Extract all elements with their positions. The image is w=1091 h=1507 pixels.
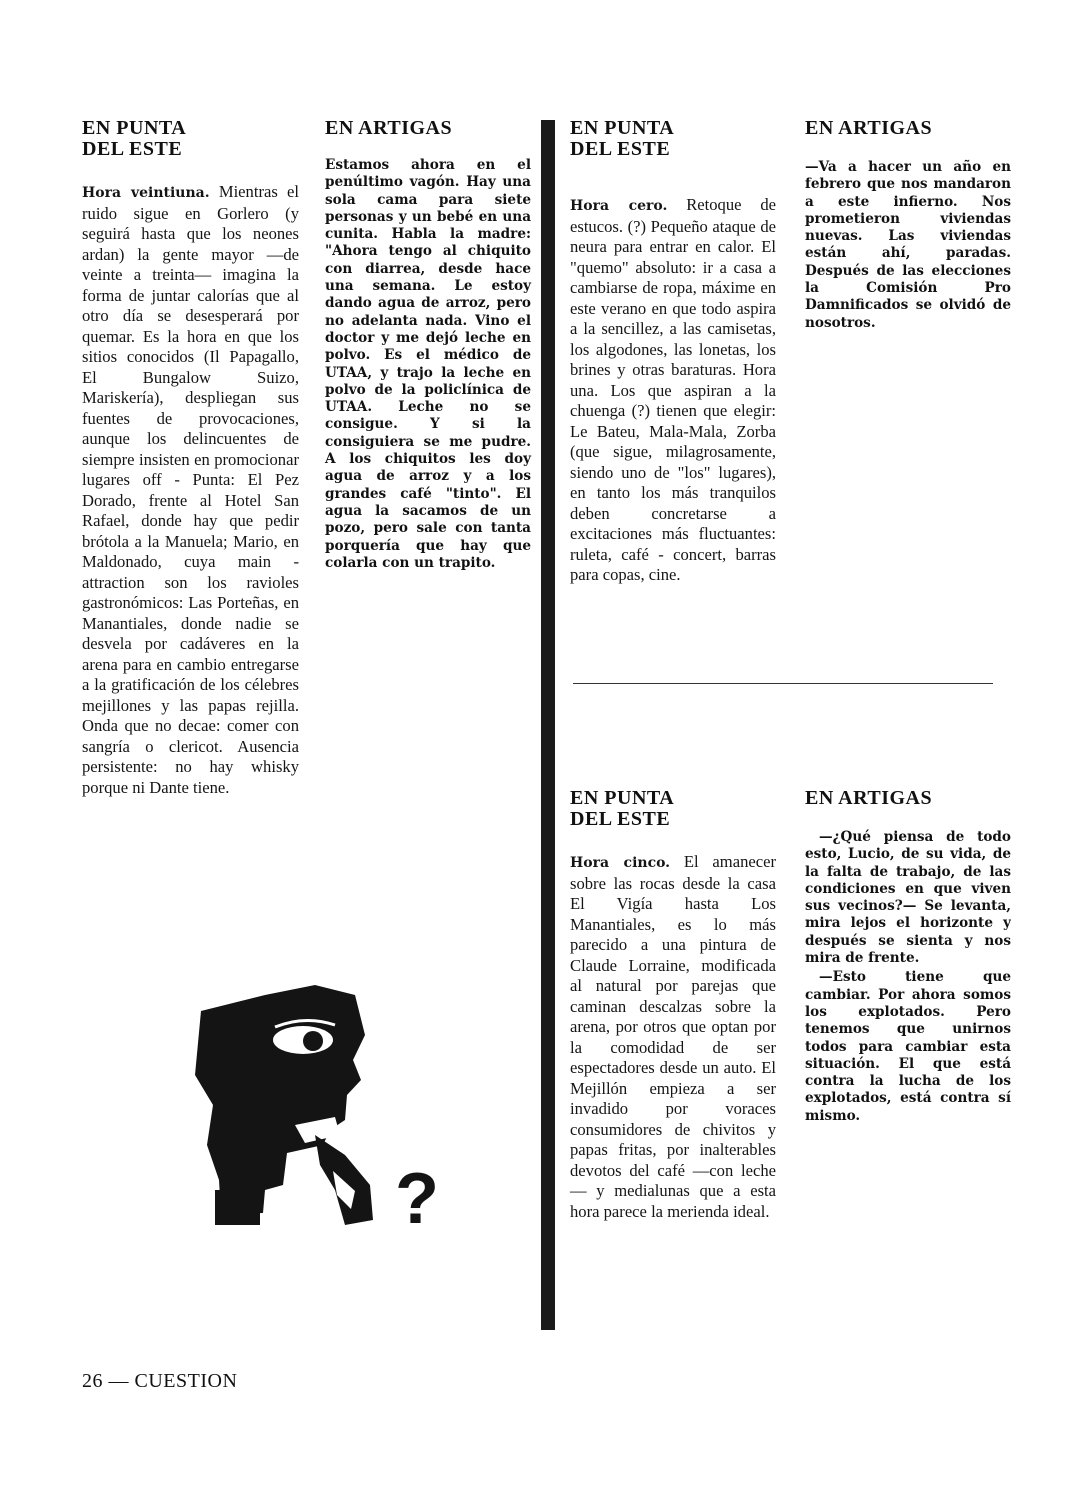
heading-punta-del-este: EN PUNTA DEL ESTE — [82, 117, 187, 160]
column-artigas-3 — [805, 788, 1011, 1168]
article-text — [82, 182, 299, 798]
eye-pupil — [303, 1031, 323, 1051]
eye-white — [273, 1026, 333, 1054]
paragraph: Estamos ahora en el penúltimo vagón. Hay una sola cama para siete personas y un bebé en una cunita. Habla la madre: "Ahora tengo al chiquito con diarrea, desde hace una semana. Le estoy dando agua de arroz, pero no adelanta nada. Vino el doctor y me dejó leche en polvo. Es el médico de UTAA, y trajo la leche en polvo de la policlínica de UTAA. Leche no se consigue. Y si la consiguiera se me pudre. A los chiquitos les doy agua de arroz y a los grandes café "tinto". El agua la sacamos de un pozo, pero sale con tanta porquería que hay que colarla con un trapito. — [325, 157, 531, 571]
article-text — [570, 852, 776, 1222]
thinking-face-illustration — [195, 985, 470, 1230]
heading-punta-del-este: EN PUNTA DEL ESTE — [570, 117, 675, 160]
column-artigas-2 — [805, 118, 1011, 358]
heading-en-artigas: EN ARTIGAS — [805, 788, 933, 809]
column-artigas-1 — [325, 118, 531, 572]
lead-phrase: Hora cero. — [570, 198, 668, 214]
heading-en-artigas: EN ARTIGAS — [805, 118, 933, 139]
paragraph: Mientras el ruido sigue en Gorlero (y seguirá hasta que los neones ardan) la gente mayor —de veinte a treinta— imagina la forma de juntar calorías que al otro día se desesperará por quemar. Es la hora en que los sitios conocidos (Il Papagallo, El Bungalow Suizo, Mariskería), despliegan sus fuentes de provocaciones, aunque los delincuentes de siempre insisten en promocionar lugares off - Punta: El Pez Dorado, frente al Hotel San Rafael, donde hay que pedir brótola a la Manuela; Mario, en Maldonado, cuya main - attraction son los ravioles gastronómicos: Las Porteñas, en Manantiales, donde nadie se desvela por cadáveres en la arena para en cambio entregarse a la gratificación de los célebres mejillones y las papas rejilla. Onda que no decae: comer con sangría o clericot. Ausencia persistente: no hay whisky porque ni Dante tiene. — [82, 182, 299, 797]
article-text — [570, 195, 776, 586]
column-punta-2 — [570, 118, 776, 586]
column-punta-1 — [82, 118, 299, 798]
paragraph: —¿Qué piensa de todo esto, Lucio, de su vida, de la falta de trabajo, de las condiciones en que viven sus vecinos?— Se levanta, mira lejos el horizonte y después se sienta y nos mira de frente. — [805, 829, 1011, 967]
paragraph: —Va a hacer un año en febrero que nos mandaron a este infierno. Nos prometieron viviendas nuevas. Las viviendas están ahí, paradas. Después de las elecciones la Comisión Pro Damnificados se olvidó de nosotros. — [805, 159, 1011, 331]
column-punta-3 — [570, 788, 776, 1222]
heading-punta-del-este: EN PUNTA DEL ESTE — [570, 787, 675, 830]
page-footer: 26 — CUESTION — [82, 1370, 238, 1392]
neck-block — [215, 1190, 260, 1225]
section-divider — [573, 683, 993, 684]
heading-en-artigas: EN ARTIGAS — [325, 117, 453, 139]
column-divider — [541, 120, 555, 1330]
lead-phrase: Hora cinco. — [570, 855, 671, 871]
lead-phrase: Hora veintiuna. — [82, 185, 210, 201]
hand-shape — [315, 1135, 373, 1225]
paragraph: —Esto tiene que cambiar. Por ahora somos los explotados. Pero tenemos que unirnos todos para cambiar esta situación. El que está contra la lucha de los explotados, está contra sí mismo. — [805, 969, 1011, 1124]
paragraph: Retoque de estucos. (?) Pequeño ataque de neura para entrar en calor. El "quemo" absoluto: ir a casa a cambiarse de ropa, máxime en este verano en que todo aspira a la sencillez, a las camisetas, los algodones, las lonetas, los brines y otras baraturas. Hora una. Los que aspiran a la chuenga (?) tienen que elegir: Le Bateu, Mala-Mala, Zorba (que sigue, milagrosamente, siendo uno de "los" lugares), en tanto los más tranquilos deben concretarse a excitaciones más fluctuantes: ruleta, café - concert, barras para copas, cine. — [570, 195, 776, 584]
paragraph: El amanecer sobre las rocas desde la casa El Vigía hasta Los Manantiales, es lo más parecido a una pintura de Claude Lorraine, modificada al natural por parejas que caminan descalzas sobre la arena, por otros que optan por la comodidad de ser espectadores desde un auto. El Mejillón empieza a ser invadido por voraces consumidores de chivitos y papas fritas, por inalterables devotos del café —con leche— y medialunas que a esta hora parece la merienda ideal. — [570, 852, 776, 1221]
question-mark: ? — [395, 1159, 439, 1230]
